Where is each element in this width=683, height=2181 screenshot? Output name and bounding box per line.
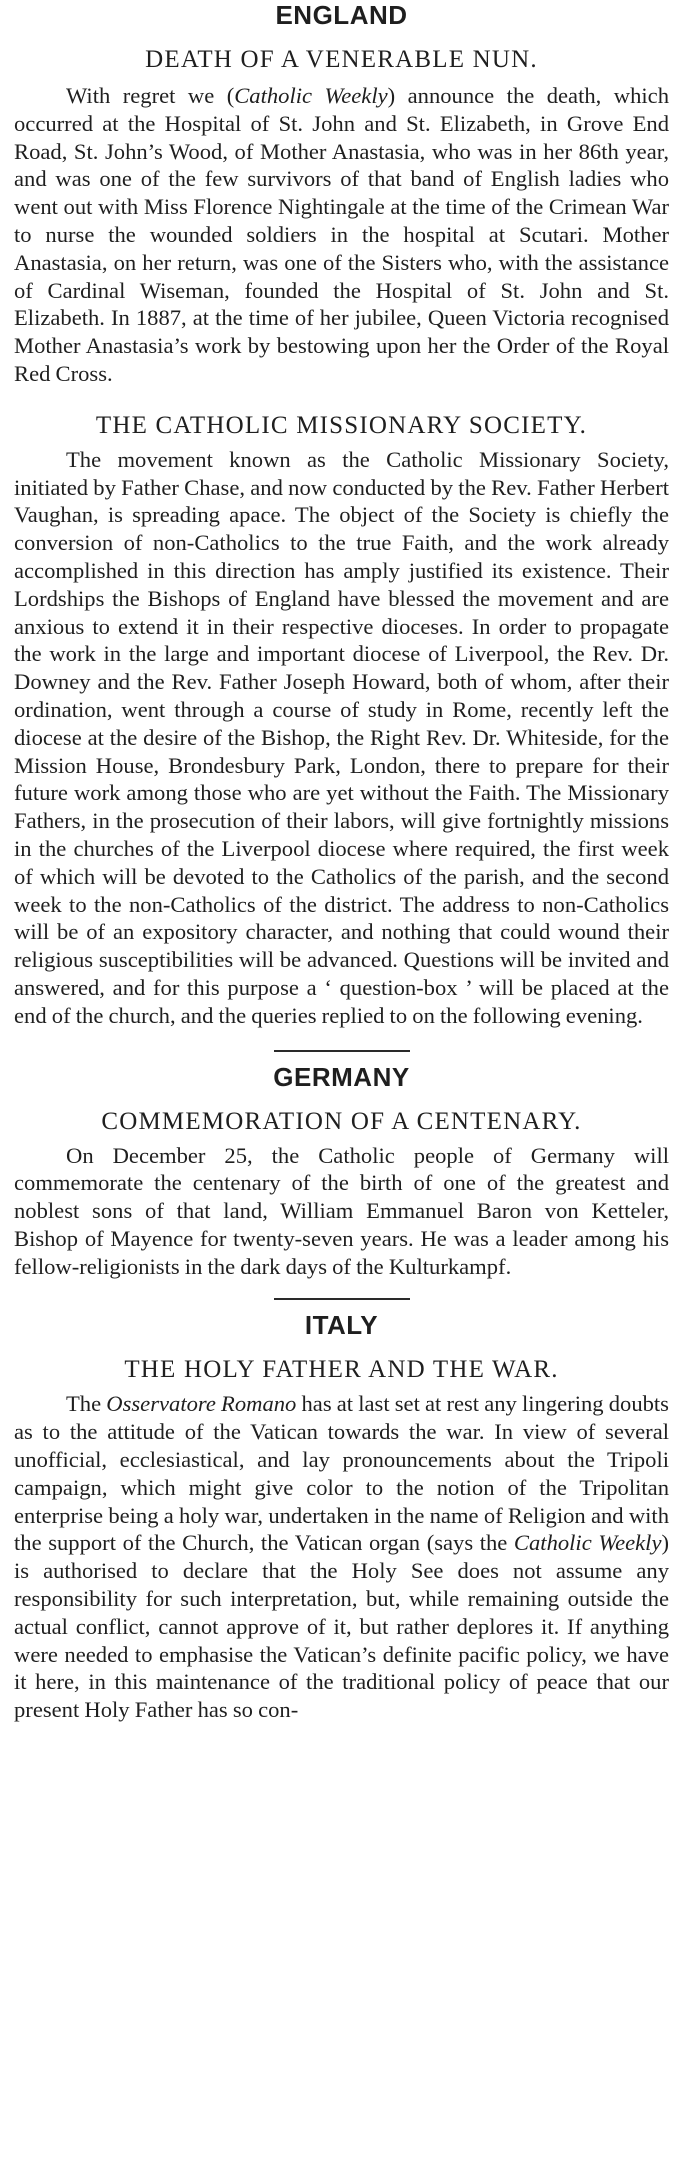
publication-title: Osservatore Romano [106,1391,297,1417]
section-heading-england: ENGLAND [275,0,408,30]
text-run: With regret we ( [66,83,235,108]
section-heading-italy: ITALY [304,1310,379,1341]
text-run: The movement known as the Catholic Missionary Society, initiated by Father Chase, and now conducted by the Rev. Father Herbert Vaughan, is spreading apace. The object of the Society is chiefly the conversion of non-Catholics to the true Faith, and the work already accomplished in this direction has amply justified its existence. Their Lordships the Bishops of England have blessed the movement and are anxious to extend it in their respective dioceses. In order to propagate the work in the large and important diocese of Liverpool, the Rev. Dr. Downey and the Rev. Father Joseph Howard, both of whom, after their ordination, went through a course of study in Rome, recently left the diocese at the desire of the Bishop, the Right Rev. Dr. Whiteside, for the Mission House, Brondesbury Park, London, there to prepare for their future work among those who are yet without the Faith. The Missionary Fathers, in the prosecution of their labors, will give fortnightly missions in the churches of the Liverpool diocese where required, the first week of which will be devoted to the Catholics of the parish, and the second week to the non-Catholics of the district. The address to non-Catholics will be of an expository character, and nothing that could wound their religious susceptibilities will be advanced. Questions will be invited and answered, and for this purpose a ‘ question-box ’ will be placed at the end of the church, and the queries replied to on the following evening. [14,446,669,1028]
text-run: ) announce the death, which occurred at the Hospital of St. John and St. Elizabeth, in Grove End Road, St. John’s Wood, of Mother Anastasia, who was in her 86th year, and was one of the few survivors of that band of English ladies who went out with Miss Florence Nightingale at the time of the Crimean War to nurse the wounded soldiers in the hospital at Scutari. Mother Anastasia, on her return, was one of the Sisters who, with the assistance of Cardinal Wiseman, founded the Hospital of St. John and St. Elizabeth. In 1887, at the time of her jubilee, Queen Victoria recognised Mother Anastasia’s work by bestowing upon her the Order of the Royal Red Cross. [14,83,669,386]
article-headline-missionary-society: THE CATHOLIC MISSIONARY SOCIETY. [95,411,588,439]
article-headline-holy-father-war: THE HOLY FATHER AND THE WAR. [124,1356,559,1384]
text-run: On December 25, the Catholic people of Germany will commemorate the centenary of the birth of one of the greatest and noblest sons of that land, William Emmanuel Baron von Ketteler, Bishop of Mayence for twenty-seven years. He was a leader among his fellow-religionists in the dark days of the Kulturkampf. [14,1142,669,1279]
section-heading-germany: GERMANY [273,1061,410,1092]
article-body-missionary-society [14,446,669,1030]
article-headline-centenary: COMMEMORATION OF A CENTENARY. [101,1107,582,1135]
article-body-centenary [14,1142,669,1281]
article-body-holy-father-war [14,1390,669,1724]
text-run: ) is authorised to declare that the Holy See does not assume any responsibility for such interpretation, but, while remaining outside the actual conflict, cannot approve of it, but rather deplores it. If anything were needed to emphasise the Vatican’s definite pacific policy, we have it here, in this maintenance of the traditional policy of peace that our present Holy Father has so con- [14,1530,670,1723]
publication-title: Catholic Weekly [234,83,388,108]
article-headline-venerable-nun: DEATH OF A VENERABLE NUN. [145,46,538,73]
publication-title: Catholic Weekly [513,1530,662,1556]
text-run: The [66,1391,107,1417]
text-run: has at last set at rest any lingering doubts as to the attitude of the Vatican towards the war. In view of several unofficial, ecclesiastical, and lay pronouncements about the Tripoli campaign, which might give color to the notion of the Tripolitan enterprise being a holy war, undertaken in the name of Religion and with the support of the Church, the Vatican organ (says the [14,1391,669,1556]
article-body-venerable-nun [14,82,669,388]
